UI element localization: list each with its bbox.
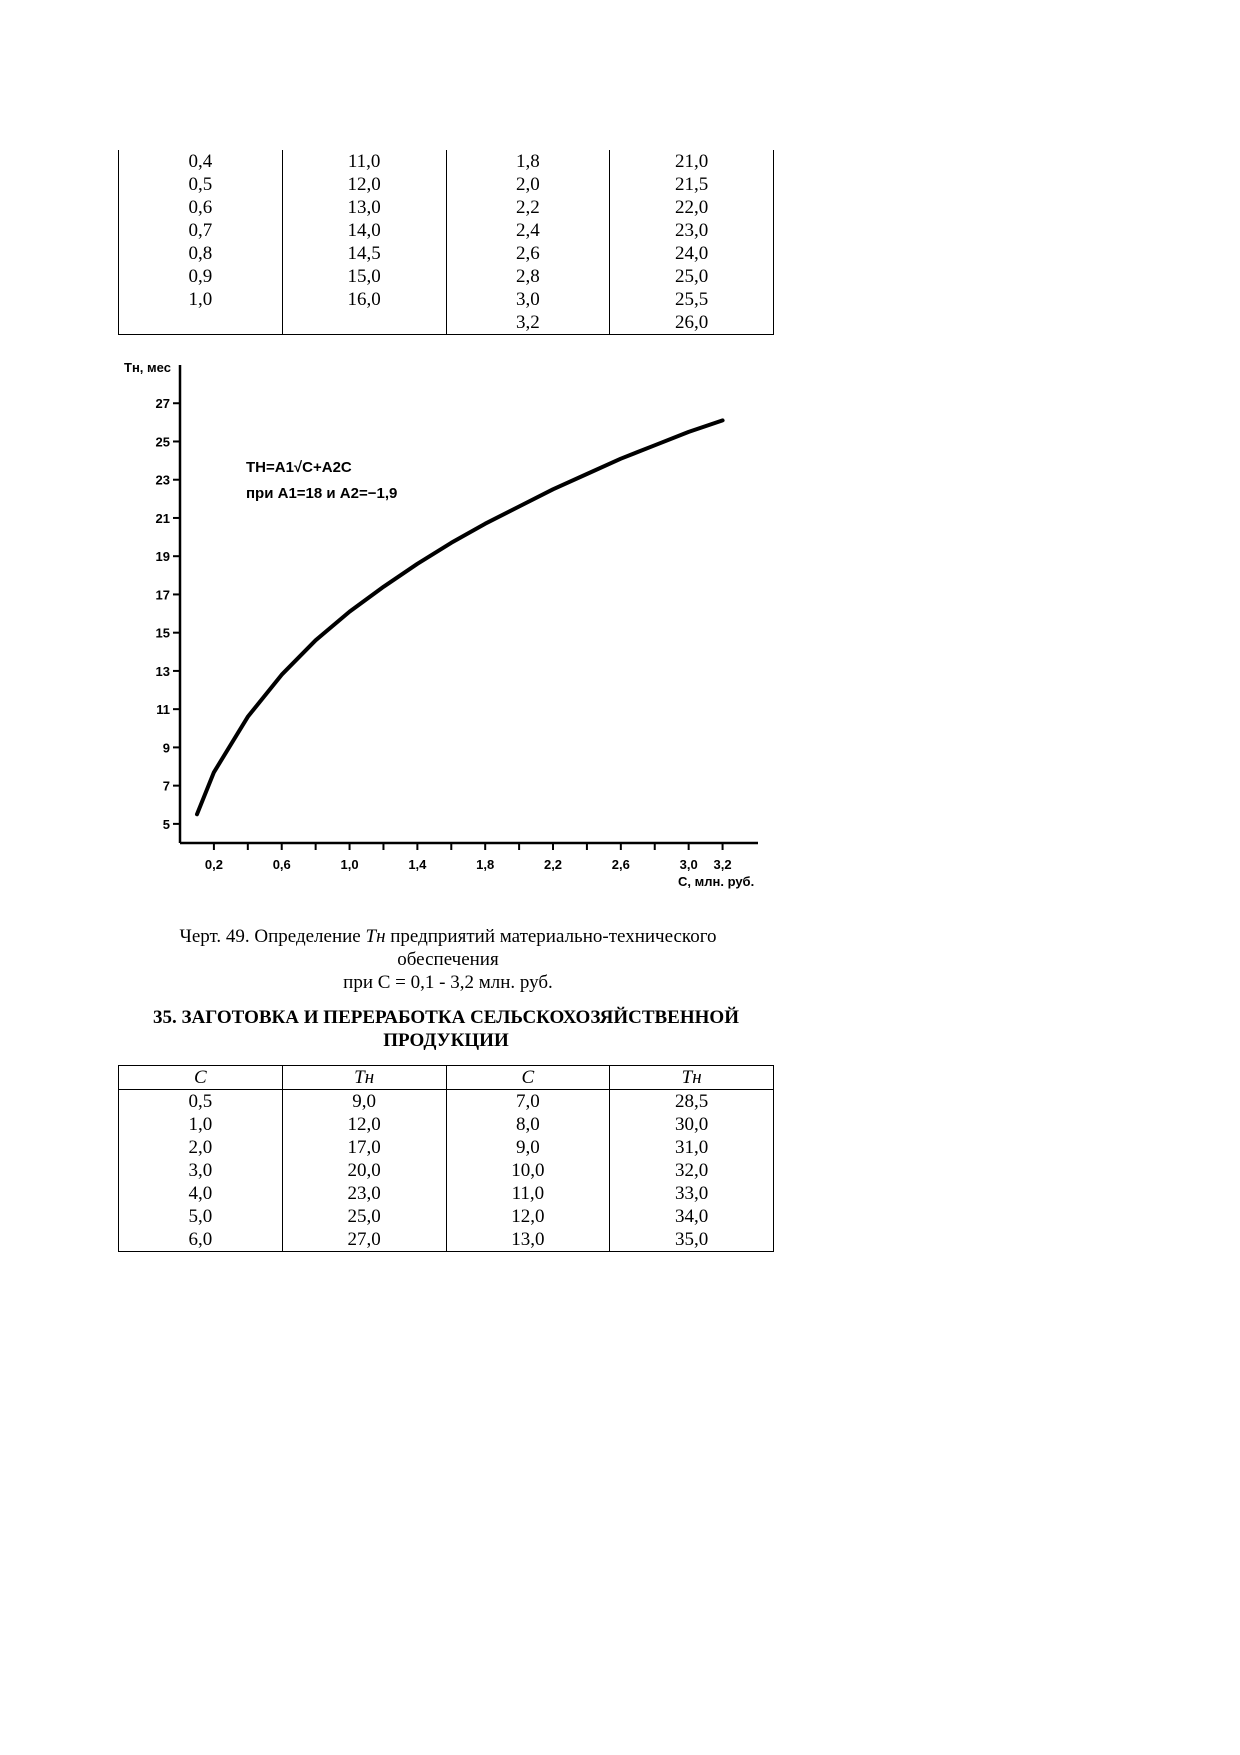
table-header-row [119,1066,774,1090]
cell-empty [283,311,446,334]
y-tick-label: 15 [155,625,170,641]
cell: 9,0 [282,1090,446,1114]
column-header: C [119,1066,283,1090]
y-ticks [156,396,180,832]
cell: 0,5 [119,1090,283,1114]
cell: 1,8 [516,151,540,172]
caption-prefix: Черт. 49. Определение [179,926,366,947]
cell: 24,0 [675,243,709,264]
cell: 5,0 [119,1205,283,1228]
table-row [119,1113,774,1136]
top-table-col-1 [119,150,283,335]
x-tick-label: 2,2 [543,857,563,872]
x-ticks [205,843,732,872]
cell: 0,8 [188,243,213,264]
y-tick-label: 17 [155,587,170,603]
cell: 31,0 [610,1136,774,1159]
cell: 0,9 [188,266,213,287]
top-table-col-4 [610,150,774,335]
caption-suffix: предприятий материально-технического [385,926,717,947]
cell: 11,0 [446,1182,610,1205]
cell: 0,7 [188,220,213,241]
cell: 10,0 [446,1159,610,1182]
section-title: 35. ЗАГОТОВКА И ПЕРЕРАБОТКА СЕЛЬСКОХОЗЯЙСТВЕННОЙ [153,1007,739,1028]
cell: 21,0 [675,151,709,172]
cell: 11,0 [347,151,381,172]
cell: 23,0 [282,1182,446,1205]
y-tick-label: 19 [155,549,170,565]
formula-line-1: TН=A1√C+A2C [246,459,352,476]
cell: 0,5 [188,174,213,195]
cell: 2,0 [119,1136,283,1159]
formula-line-2: при A1=18 и A2=−1,9 [246,485,398,502]
cell: 1,0 [119,1113,283,1136]
cell: 25,0 [675,266,709,287]
table-row [119,1136,774,1159]
y-tick-label: 25 [155,434,170,450]
figure-caption [118,925,778,948]
y-tick-label: 9 [162,740,170,756]
cell: 6,0 [119,1228,283,1252]
cell: 1,0 [188,289,213,310]
column-header: Tн [610,1066,774,1090]
cell-empty [119,311,282,334]
cell: 14,5 [347,243,381,264]
cell: 3,0 [119,1159,283,1182]
cell: 9,0 [446,1136,610,1159]
cell: 13,0 [446,1228,610,1252]
cell: 12,0 [446,1205,610,1228]
cell: 3,0 [516,289,540,310]
cell: 34,0 [610,1205,774,1228]
cell: 15,0 [347,266,381,287]
cell: 23,0 [675,220,709,241]
table-row [119,1159,774,1182]
top-table-col-2 [282,150,446,335]
cell: 28,5 [610,1090,774,1114]
cell: 0,4 [188,151,213,172]
cell: 16,0 [347,289,381,310]
chart-svg [118,355,778,900]
x-tick-label: 1,0 [340,857,359,872]
cell: 2,8 [516,266,540,287]
table-row [119,1182,774,1205]
caption-symbol: Tн [365,926,386,947]
cell: 21,5 [675,174,709,195]
x-tick-label: 1,8 [476,857,495,872]
x-axis-label: C, млн. руб. [678,874,755,889]
x-tick-label: 2,6 [611,857,630,872]
column-header: Tн [282,1066,446,1090]
cell: 2,4 [516,220,540,241]
x-tick-label: 0,6 [272,857,291,872]
figure-caption-line-3: при C = 0,1 - 3,2 млн. руб. [343,972,553,993]
bottom-table [118,1065,774,1252]
table-row [119,1205,774,1228]
section-title-line-2: ПРОДУКЦИИ [383,1030,509,1051]
column-header: C [446,1066,610,1090]
y-tick-label: 5 [162,816,170,832]
y-tick-label: 23 [155,472,170,488]
cell: 26,0 [675,312,709,333]
cell: 20,0 [282,1159,446,1182]
cell: 2,0 [516,174,540,195]
table-row [119,1090,774,1114]
x-tick-label: 0,2 [204,857,223,872]
figure-caption-line-2: обеспечения [397,949,499,970]
y-tick-label: 27 [155,396,170,412]
cell: 7,0 [446,1090,610,1114]
cell: 8,0 [446,1113,610,1136]
cell: 14,0 [347,220,381,241]
y-tick-label: 7 [162,778,170,794]
cell: 33,0 [610,1182,774,1205]
chart [118,355,778,900]
x-tick-label: 3,0 [679,857,698,872]
cell: 12,0 [282,1113,446,1136]
cell: 17,0 [282,1136,446,1159]
cell: 35,0 [610,1228,774,1252]
x-tick-label: 3,2 [713,857,732,872]
y-tick-label: 13 [155,663,170,679]
cell: 27,0 [282,1228,446,1252]
series-line [197,420,723,814]
cell: 25,0 [282,1205,446,1228]
table-row [119,1228,774,1252]
cell: 32,0 [610,1159,774,1182]
cell: 0,6 [188,197,213,218]
x-tick-label: 1,4 [408,857,427,872]
cell: 30,0 [610,1113,774,1136]
cell: 4,0 [119,1182,283,1205]
cell: 2,6 [516,243,540,264]
y-axis-label: Tн, мес [124,360,171,375]
cell: 12,0 [347,174,381,195]
top-table-col-3 [446,150,610,335]
y-tick-label: 11 [156,702,170,718]
cell: 25,5 [675,289,709,310]
top-table [118,150,774,335]
cell: 13,0 [347,197,381,218]
cell: 2,2 [516,197,540,218]
cell: 3,2 [516,312,540,333]
cell: 22,0 [675,197,709,218]
y-tick-label: 21 [155,510,170,526]
